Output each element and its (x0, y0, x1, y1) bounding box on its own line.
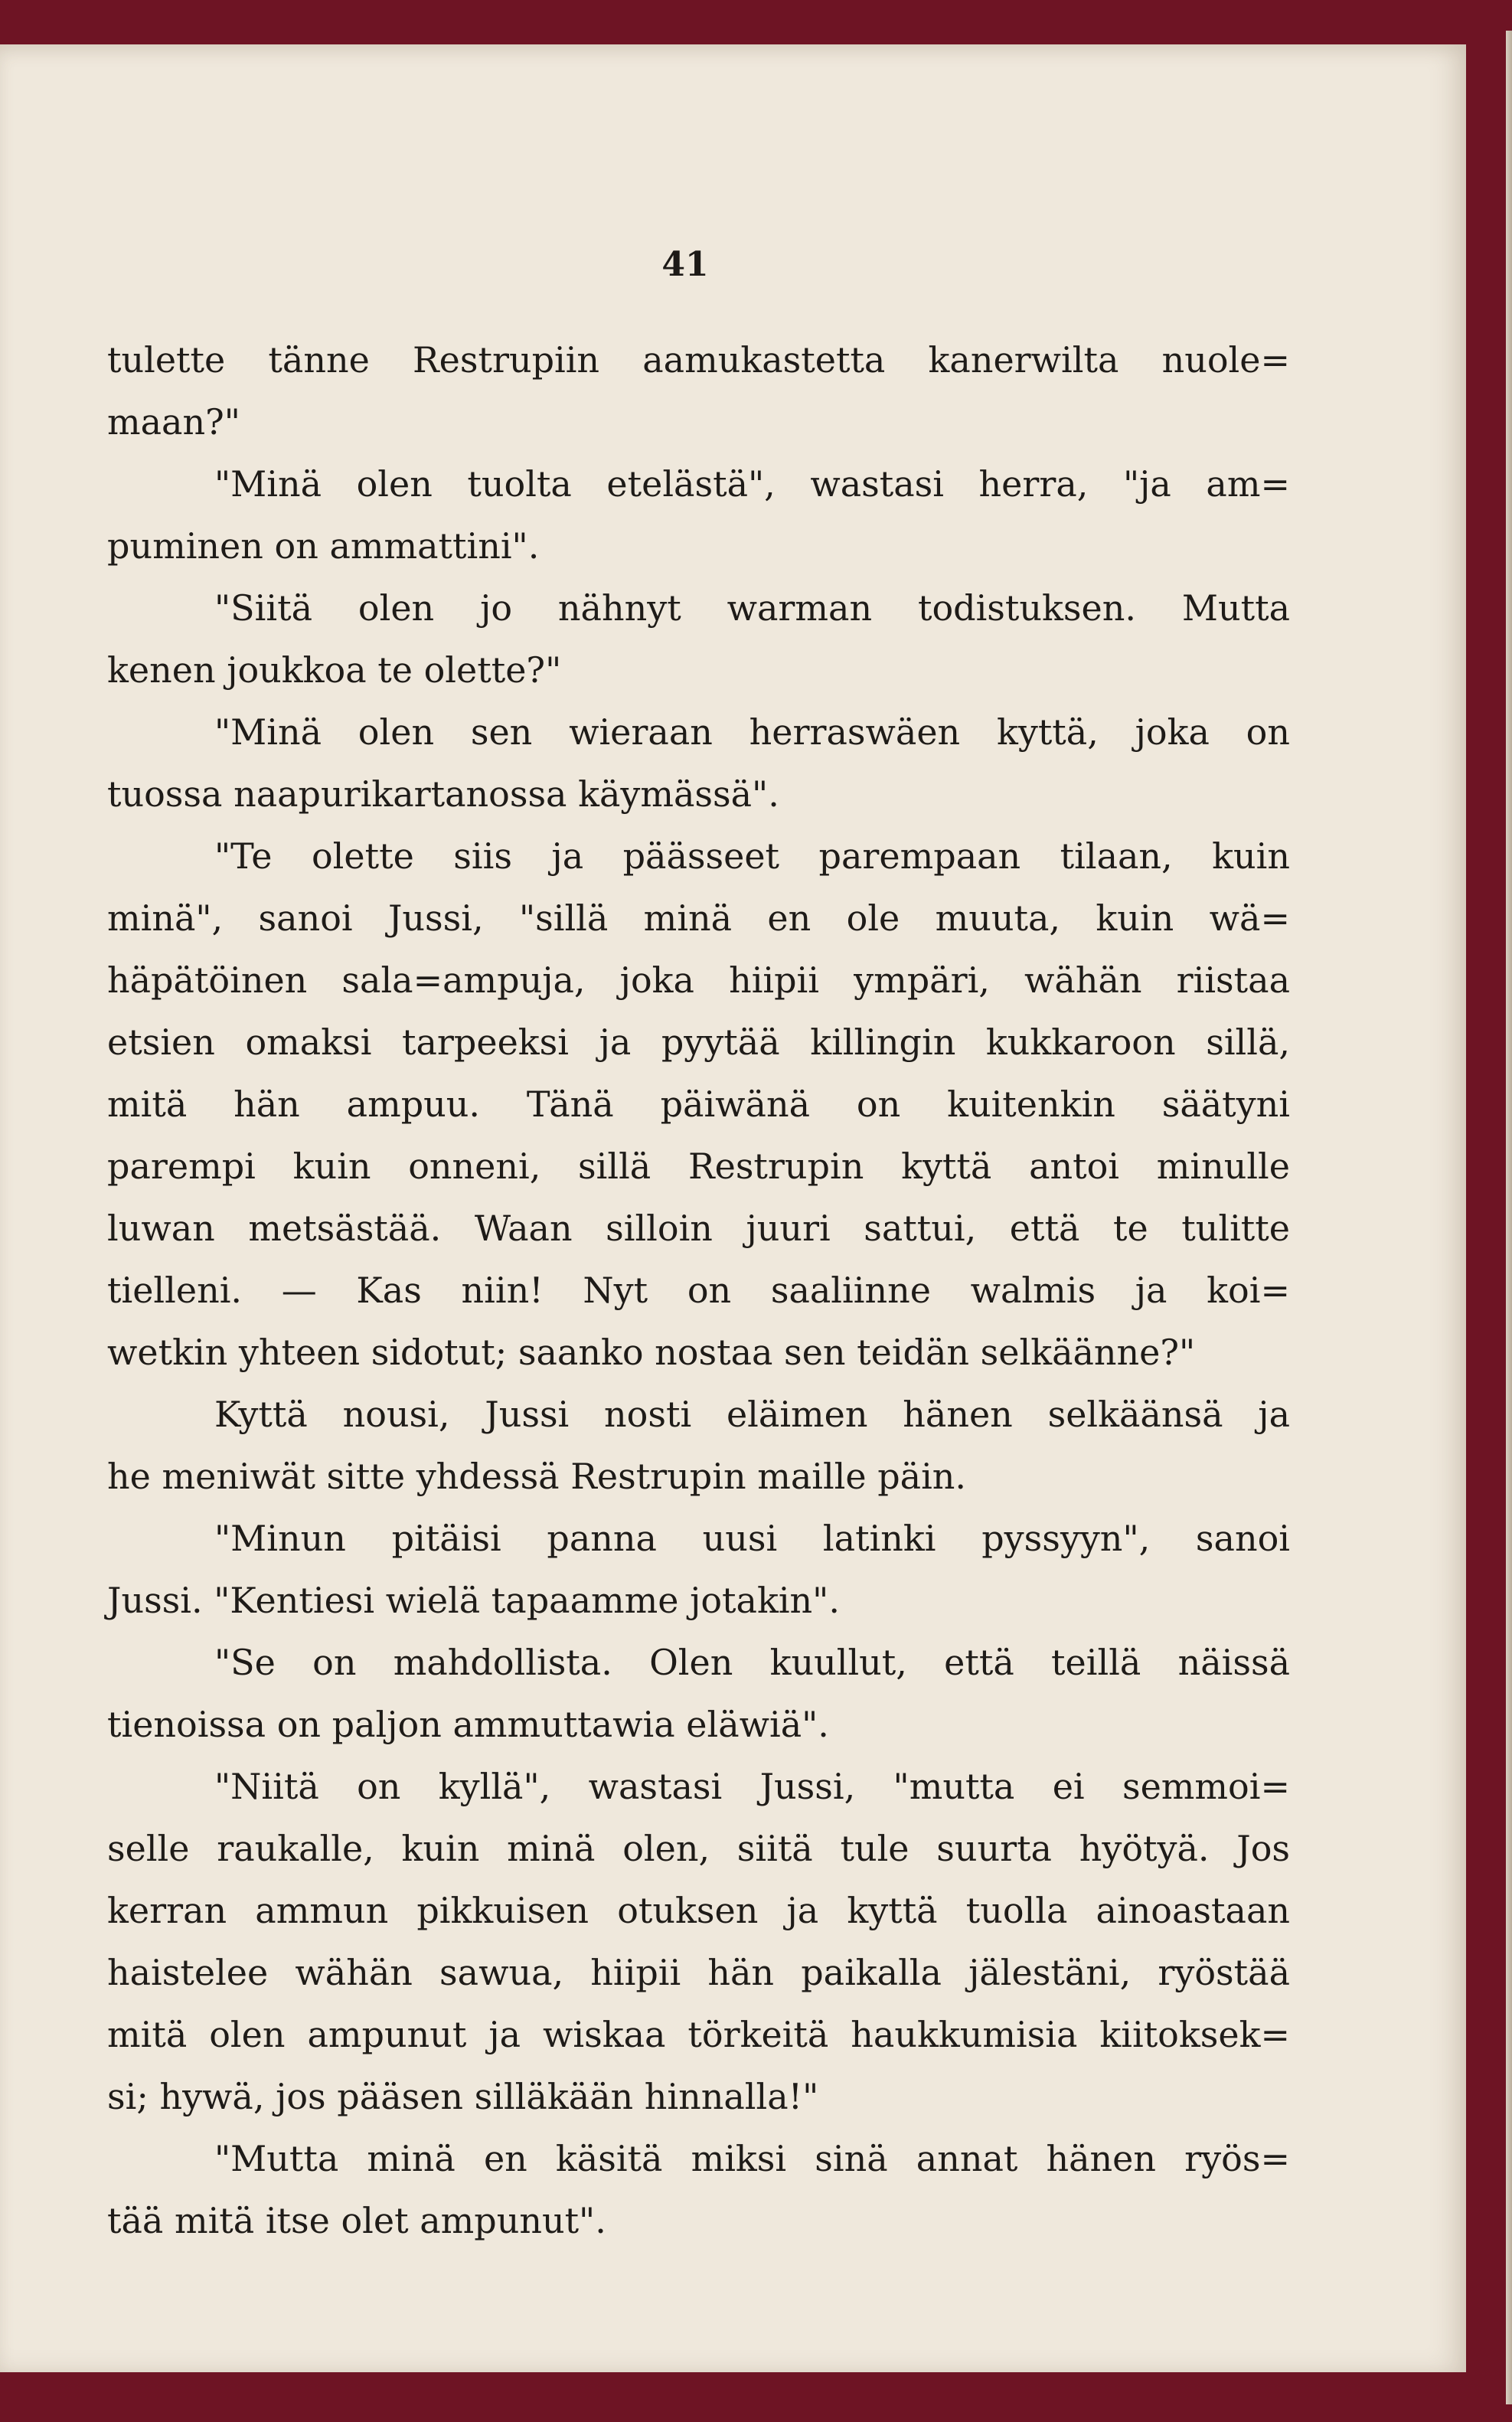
book-page (0, 44, 1466, 2372)
text-line: "Te olette siis ja päässeet parempaan tilaan, kuin (214, 835, 1290, 877)
text-line: tielleni. — Kas niin! Nyt on saaliinne walmis ja koi= (107, 1270, 1290, 1311)
text-line: wetkin yhteen sidotut; saanko nostaa sen teidän selkäänne?" (107, 1332, 1196, 1373)
text-line: Jussi. "Kentiesi wielä tapaamme jotakin". (107, 1580, 840, 1621)
text-line: kenen joukkoa te olette?" (107, 649, 562, 691)
text-line: tää mitä itse olet ampunut". (107, 2200, 606, 2241)
page-number: 41 (661, 245, 709, 284)
text-line: haistelee wähän sawua, hiipii hän paikalla jälestäni, ryöstää (107, 1952, 1290, 1993)
text-line: puminen on ammattini". (107, 525, 540, 567)
text-line: mitä olen ampunut ja wiskaa törkeitä haukkumisia kiitoksek= (107, 2014, 1290, 2055)
text-line: tulette tänne Restrupiin aamukastetta kanerwilta nuole= (107, 339, 1290, 381)
text-line: etsien omaksi tarpeeksi ja pyytää killingin kukkaroon sillä, (107, 1021, 1290, 1063)
text-line: parempi kuin onneni, sillä Restrupin kyttä antoi minulle (107, 1146, 1290, 1187)
text-line: Kyttä nousi, Jussi nosti eläimen hänen selkäänsä ja (214, 1394, 1290, 1435)
text-line: tuossa naapurikartanossa käymässä". (107, 773, 779, 815)
text-line: tienoissa on paljon ammuttawia eläwiä". (107, 1704, 829, 1745)
text-line: "Minun pitäisi panna uusi latinki pyssyyn", sanoi (214, 1518, 1290, 1559)
text-line: selle raukalle, kuin minä olen, siitä tule suurta hyötyä. Jos (107, 1828, 1290, 1869)
text-line: minä", sanoi Jussi, "sillä minä en ole muuta, kuin wä= (107, 897, 1290, 939)
text-line: mitä hän ampuu. Tänä päiwänä on kuitenkin säätyni (107, 1084, 1290, 1125)
text-line: "Mutta minä en käsitä miksi sinä annat hänen ryös= (214, 2138, 1290, 2179)
text-line: si; hywä, jos pääsen silläkään hinnalla!" (107, 2076, 819, 2117)
text-line: maan?" (107, 401, 240, 443)
text-line: luwan metsästää. Waan silloin juuri sattui, että te tulitte (107, 1208, 1290, 1249)
text-line: häpätöinen sala=ampuja, joka hiipii ympäri, wähän riistaa (107, 959, 1290, 1001)
text-line: "Se on mahdollista. Olen kuullut, että teillä näissä (214, 1642, 1290, 1683)
text-line: "Siitä olen jo nähnyt warman todistuksen. Mutta (214, 587, 1290, 629)
text-line: kerran ammun pikkuisen otuksen ja kyttä tuolla ainoastaan (107, 1890, 1290, 1931)
text-line: "Minä olen sen wieraan herraswäen kyttä, joka on (214, 711, 1290, 753)
page-edge (1506, 31, 1512, 2404)
text-line: he meniwät sitte yhdessä Restrupin maille päin. (107, 1456, 967, 1497)
text-line: "Minä olen tuolta etelästä", wastasi herra, "ja am= (214, 463, 1290, 505)
page-body-text (107, 329, 1290, 2252)
text-line: "Niitä on kyllä", wastasi Jussi, "mutta ei semmoi= (214, 1766, 1290, 1807)
